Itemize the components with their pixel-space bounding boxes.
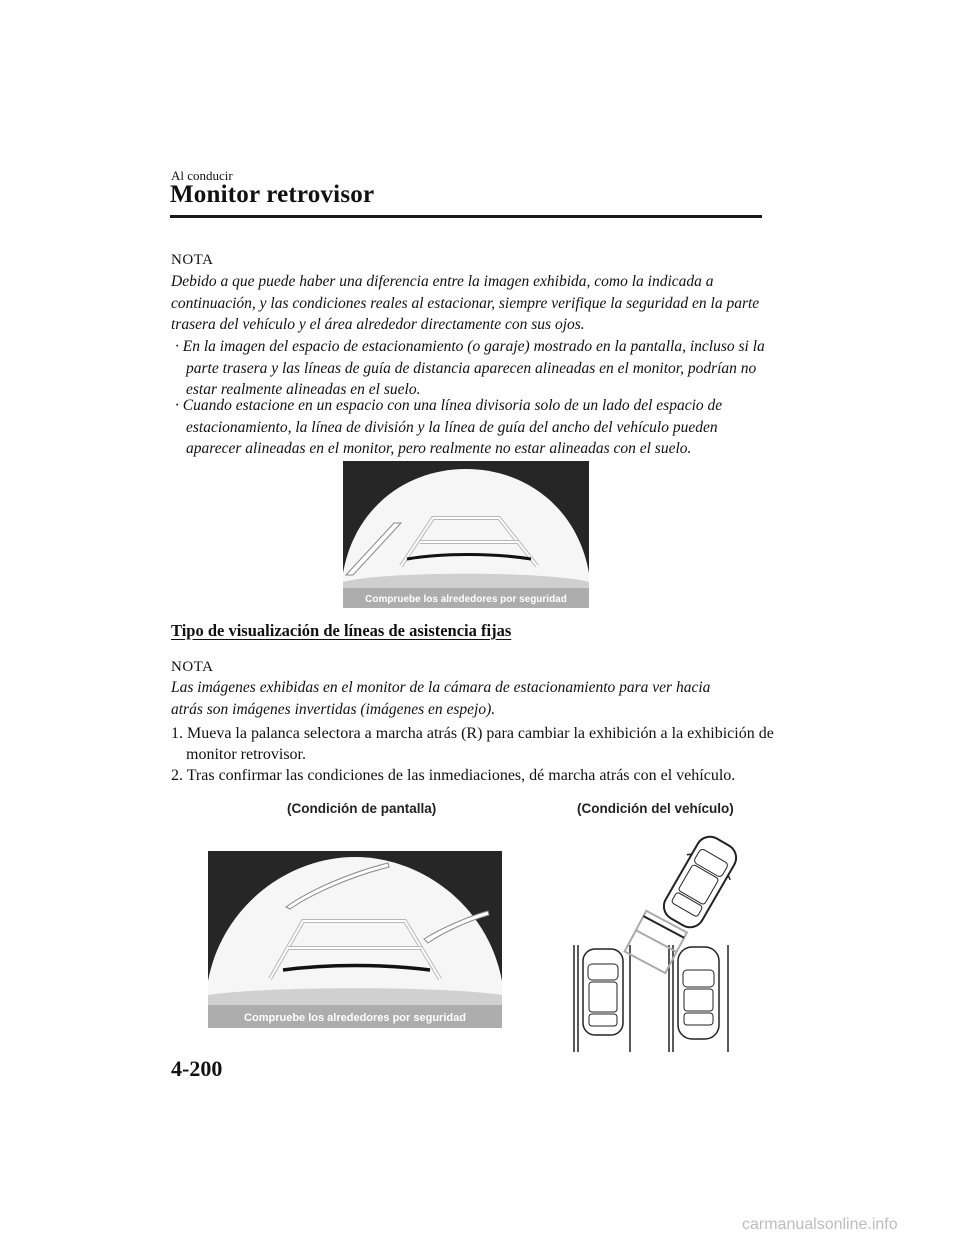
footer-watermark: carmanualsonline.info [742,1216,898,1233]
step-item: 2. Tras confirmar las condiciones de las inmediaciones, dé marcha atrás con el vehículo. [171,767,736,784]
note-bullet: · En la imagen del espacio de estacionamiento (o garaje) mostrado en la pantalla, incluso si la parte trasera y las líneas de guía de distancia aparecen alineadas en el monitor, podrían no estar realmente alineadas en el suelo. [175,338,765,398]
page-number: 4-200 [171,1056,223,1081]
reversing-car [655,832,744,934]
note-label: NOTA [171,252,214,268]
screen-condition-figure [208,851,502,1028]
note-text: Las imágenes exhibidas en el monitor de la cámara de estacionamiento para ver hacia atrás son imágenes invertidas (imágenes en espejo). [171,679,711,718]
note-bullet-text: Cuando estacione en un espacio con una línea divisoria solo de un lado del espacio de estacionamiento, la línea de división y la línea de guía del ancho del vehículo pueden aparecer alineadas en el monitor, pero realmente no estar alineadas con el suelo. [182,397,723,457]
caption-vehicle: (Condición del vehículo) [577,801,734,816]
note-text: Debido a que puede haber una diferencia entre la imagen exhibida, como la indicada a continuación, y las condiciones reales al estacionar, siempre verifique la seguridad en la parte trasera del vehículo y el área alrededor directamente con sus ojos. [171,273,760,333]
camera-display-figure [343,461,589,608]
note-bullet: · Cuando estacione en un espacio con una línea divisoria solo de un lado del espacio de estacionamiento, la línea de división y la línea de guía del ancho del vehículo pueden aparecer alineadas en el monitor, pero realmente no estar alineadas con el suelo. [175,397,723,457]
step-item: 1. Mueva la palanca selectora a marcha atrás (R) para cambiar la exhibición a la exhibición de monitor retrovisor. [171,725,774,763]
parked-car-right [678,947,719,1039]
banner-text: Compruebe los alrededores por seguridad [244,1012,466,1024]
caption-screen: (Condición de pantalla) [287,801,437,816]
banner-text: Compruebe los alrededores por seguridad [365,594,567,605]
section-label: Al conducir [171,168,233,183]
page-title: Monitor retrovisor [170,181,375,208]
title-rule [170,215,762,218]
parked-car-left [583,949,623,1035]
vehicle-condition-figure [560,832,760,1054]
section-subheading: Tipo de visualización de líneas de asistencia fijas [171,621,512,640]
note-label: NOTA [171,659,214,675]
note-bullet-text: En la imagen del espacio de estacionamiento (o garaje) mostrado en la pantalla, incluso si la parte trasera y las líneas de guía de distancia aparecen alineadas en el monitor, podrían no estar realmente alineadas en el suelo. [182,338,765,398]
